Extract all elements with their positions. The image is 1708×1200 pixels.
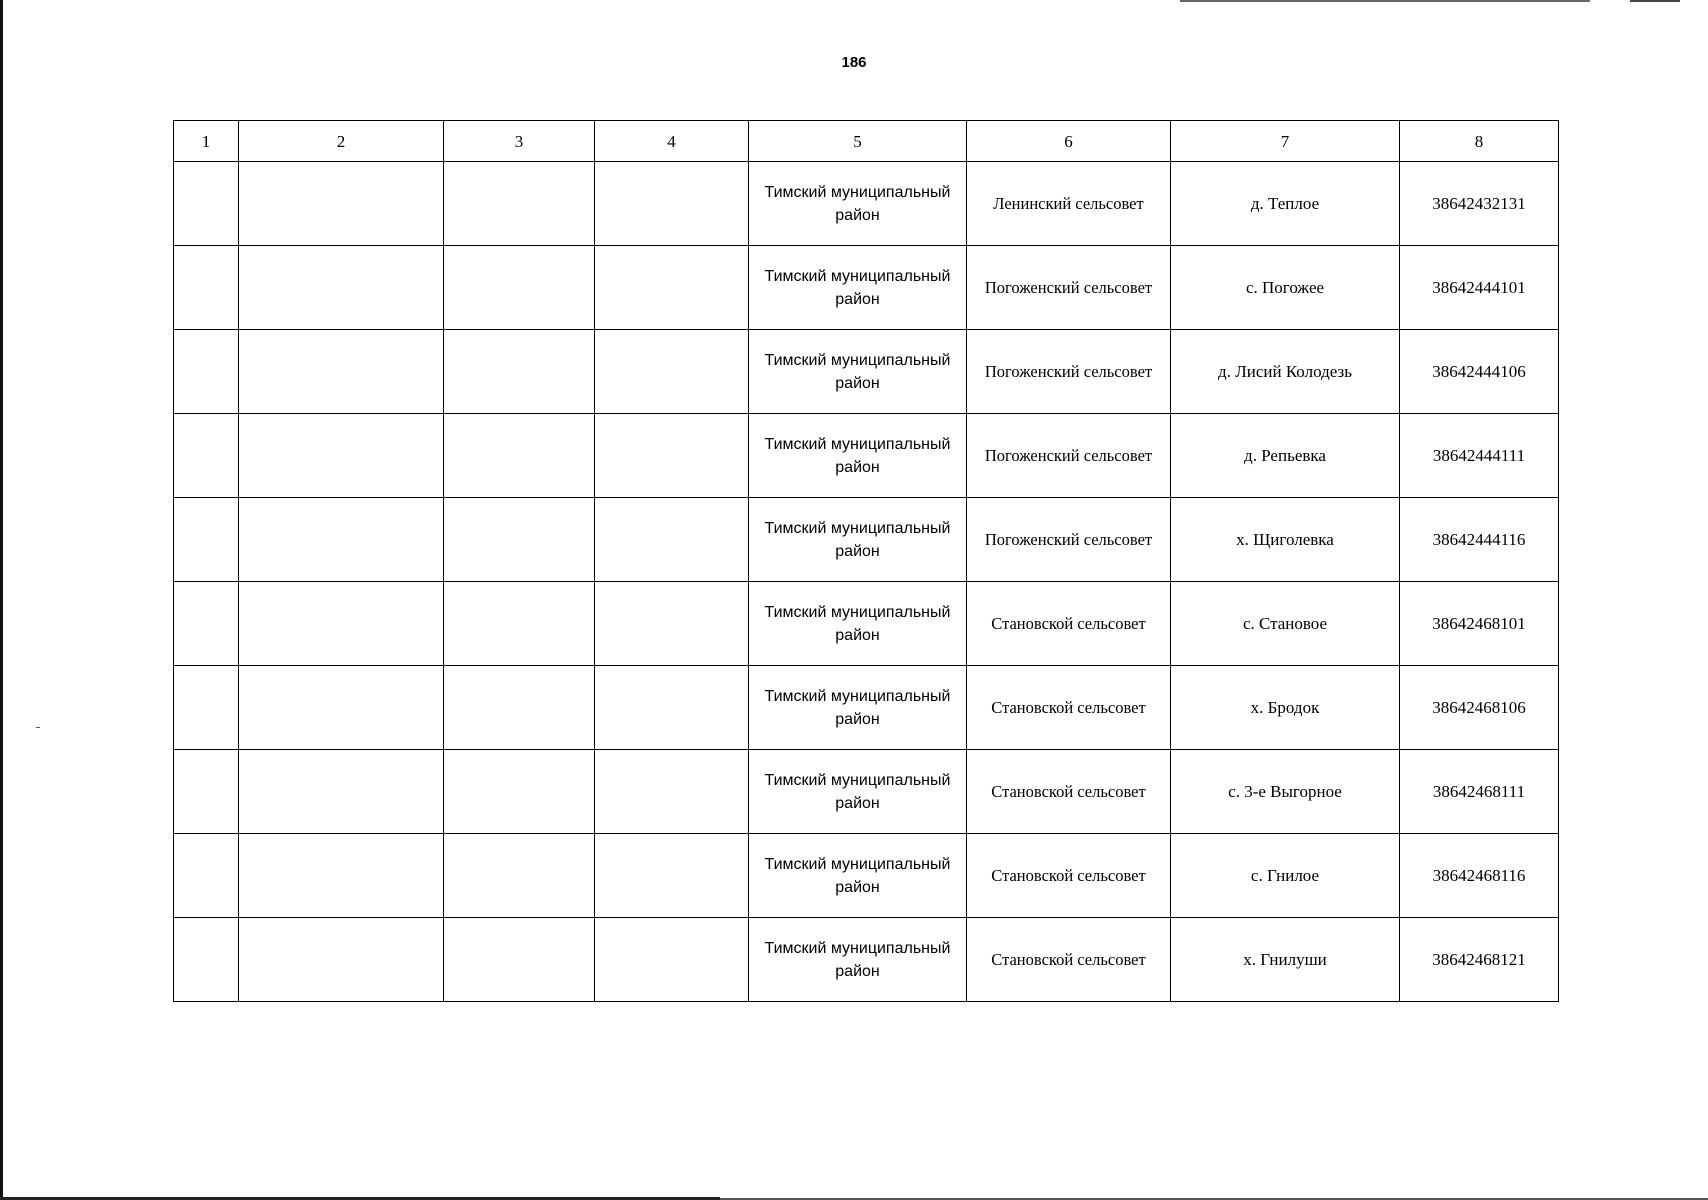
cell-district: Тимский муниципальный район [749,918,967,1002]
cell-col-2 [239,330,444,414]
cell-col-2 [239,498,444,582]
table-row [174,750,1559,834]
cell-col-3 [444,330,595,414]
cell-settlement: х. Гнилуши [1171,918,1400,1002]
cell-district: Тимский муниципальный район [749,750,967,834]
cell-code: 38642444106 [1400,330,1559,414]
cell-col-1 [174,498,239,582]
header-row [174,121,1559,162]
cell-col-2 [239,162,444,246]
cell-col-2 [239,582,444,666]
column-header-7: 7 [1171,121,1400,162]
cell-settlement: с. Гнилое [1171,834,1400,918]
cell-col-4 [595,498,749,582]
table-header [174,121,1559,162]
cell-col-2 [239,918,444,1002]
cell-col-4 [595,582,749,666]
cell-col-1 [174,582,239,666]
cell-col-3 [444,498,595,582]
cell-col-1 [174,750,239,834]
cell-code: 38642468111 [1400,750,1559,834]
cell-settlement: с. 3-е Выгорное [1171,750,1400,834]
cell-col-1 [174,834,239,918]
column-header-4: 4 [595,121,749,162]
cell-settlement: х. Бродок [1171,666,1400,750]
table-row [174,834,1559,918]
cell-code: 38642468106 [1400,666,1559,750]
cell-district: Тимский муниципальный район [749,246,967,330]
cell-code: 38642444116 [1400,498,1559,582]
column-header-8: 8 [1400,121,1559,162]
cell-settlement: д. Теплое [1171,162,1400,246]
cell-col-1 [174,918,239,1002]
cell-col-2 [239,246,444,330]
cell-col-4 [595,330,749,414]
scan-border-top-right [1630,0,1680,2]
cell-district: Тимский муниципальный район [749,330,967,414]
cell-col-4 [595,918,749,1002]
cell-district: Тимский муниципальный район [749,834,967,918]
cell-col-1 [174,666,239,750]
cell-col-2 [239,750,444,834]
cell-code: 38642444111 [1400,414,1559,498]
cell-col-3 [444,834,595,918]
cell-settlement: д. Лисий Колодезь [1171,330,1400,414]
cell-code: 38642468101 [1400,582,1559,666]
cell-col-3 [444,750,595,834]
cell-col-4 [595,414,749,498]
cell-col-3 [444,246,595,330]
table-row [174,414,1559,498]
table-body [174,162,1559,1002]
cell-col-1 [174,162,239,246]
cell-col-4 [595,750,749,834]
cell-col-2 [239,834,444,918]
cell-col-1 [174,330,239,414]
cell-council: Становской сельсовет [967,666,1171,750]
cell-code: 38642468116 [1400,834,1559,918]
cell-col-4 [595,834,749,918]
cell-settlement: х. Щиголевка [1171,498,1400,582]
column-header-1: 1 [174,121,239,162]
cell-council: Погоженский сельсовет [967,498,1171,582]
column-header-5: 5 [749,121,967,162]
table-row [174,918,1559,1002]
cell-district: Тимский муниципальный район [749,582,967,666]
cell-col-1 [174,246,239,330]
registry-table [173,120,1559,1002]
cell-col-3 [444,918,595,1002]
cell-council: Становской сельсовет [967,582,1171,666]
cell-col-2 [239,666,444,750]
cell-settlement: д. Репьевка [1171,414,1400,498]
column-header-6: 6 [967,121,1171,162]
cell-council: Погоженский сельсовет [967,246,1171,330]
table-row [174,162,1559,246]
column-header-3: 3 [444,121,595,162]
table-row [174,498,1559,582]
cell-council: Становской сельсовет [967,750,1171,834]
cell-col-3 [444,414,595,498]
cell-col-3 [444,582,595,666]
scan-artifact [36,727,40,728]
cell-col-4 [595,246,749,330]
cell-council: Становской сельсовет [967,918,1171,1002]
cell-code: 38642468121 [1400,918,1559,1002]
page-number: 186 [841,54,867,71]
scan-border-top [1180,0,1590,2]
table-row [174,582,1559,666]
table-row [174,246,1559,330]
cell-district: Тимский муниципальный район [749,162,967,246]
cell-col-2 [239,414,444,498]
column-header-2: 2 [239,121,444,162]
cell-council: Становской сельсовет [967,834,1171,918]
cell-code: 38642432131 [1400,162,1559,246]
cell-col-3 [444,162,595,246]
cell-col-3 [444,666,595,750]
cell-district: Тимский муниципальный район [749,498,967,582]
table-row [174,666,1559,750]
cell-council: Ленинский сельсовет [967,162,1171,246]
cell-council: Погоженский сельсовет [967,414,1171,498]
cell-settlement: с. Становое [1171,582,1400,666]
cell-district: Тимский муниципальный район [749,666,967,750]
scan-border-left [0,0,3,1200]
cell-code: 38642444101 [1400,246,1559,330]
cell-settlement: с. Погожее [1171,246,1400,330]
cell-district: Тимский муниципальный район [749,414,967,498]
table-row [174,330,1559,414]
cell-col-1 [174,414,239,498]
cell-col-4 [595,666,749,750]
cell-council: Погоженский сельсовет [967,330,1171,414]
cell-col-4 [595,162,749,246]
